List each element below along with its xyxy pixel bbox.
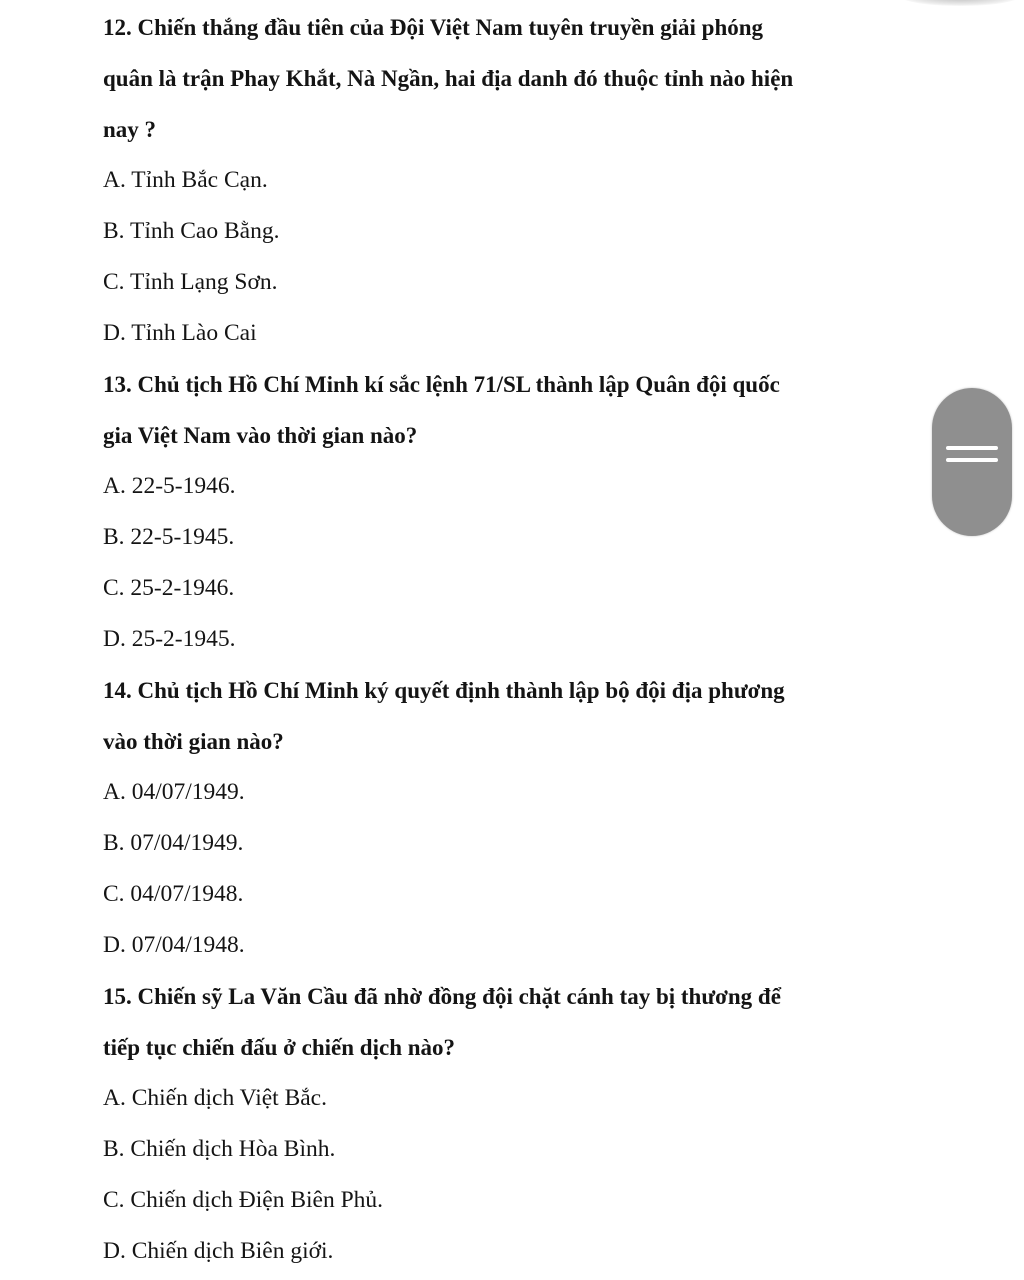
answer-option: D. 07/04/1948. (103, 932, 245, 958)
question-text-line: quân là trận Phay Khắt, Nà Ngần, hai địa danh đó thuộc tỉnh nào hiện (103, 66, 794, 91)
answer-list (103, 1073, 913, 1277)
question-text-line: 12. Chiến thắng đầu tiên của Đội Việt Nam tuyên truyền giải phóng (103, 15, 764, 40)
question-block (103, 971, 913, 1277)
question-text-line: vào thời gian nào? (103, 729, 284, 754)
question-text-line: 14. Chủ tịch Hồ Chí Minh ký quyết định thành lập bộ đội địa phương (103, 678, 785, 703)
answer-option: A. 22-5-1946. (103, 473, 236, 499)
question-text-line: 13. Chủ tịch Hồ Chí Minh kí sắc lệnh 71/SL thành lập Quân đội quốc (103, 372, 780, 397)
answer-option: A. 04/07/1949. (103, 779, 245, 805)
answer-option: C. 25-2-1946. (103, 575, 235, 601)
answer-option: B. Tỉnh Cao Bằng. (103, 218, 280, 244)
question-block (103, 2, 913, 359)
question-text-line: 15. Chiến sỹ La Văn Cầu đã nhờ đồng đội chặt cánh tay bị thương để (103, 984, 781, 1009)
question-block (103, 359, 913, 665)
answer-option: B. 22-5-1945. (103, 524, 235, 550)
question-text-line: gia Việt Nam vào thời gian nào? (103, 423, 418, 448)
answer-option: C. Tỉnh Lạng Sơn. (103, 269, 278, 295)
scroll-drag-handle[interactable] (932, 388, 1012, 536)
answer-list (103, 155, 913, 359)
answer-list (103, 461, 913, 665)
drag-handle-icon (946, 458, 998, 462)
document-page (103, 2, 913, 1277)
top-edge-shadow (900, 0, 1020, 6)
question-text-line: nay ? (103, 117, 157, 142)
drag-handle-icon (946, 446, 998, 450)
answer-option: C. 04/07/1948. (103, 881, 244, 907)
answer-option: D. Chiến dịch Biên giới. (103, 1238, 334, 1264)
answer-list (103, 767, 913, 971)
answer-option: C. Chiến dịch Điện Biên Phủ. (103, 1187, 384, 1213)
answer-option: D. Tỉnh Lào Cai (103, 320, 257, 346)
answer-option: D. 25-2-1945. (103, 626, 236, 652)
answer-option: B. Chiến dịch Hòa Bình. (103, 1136, 336, 1162)
question-block (103, 665, 913, 971)
answer-option: A. Chiến dịch Việt Bắc. (103, 1085, 327, 1111)
answer-option: A. Tỉnh Bắc Cạn. (103, 167, 268, 193)
question-text-line: tiếp tục chiến đấu ở chiến dịch nào? (103, 1035, 456, 1060)
answer-option: B. 07/04/1949. (103, 830, 244, 856)
